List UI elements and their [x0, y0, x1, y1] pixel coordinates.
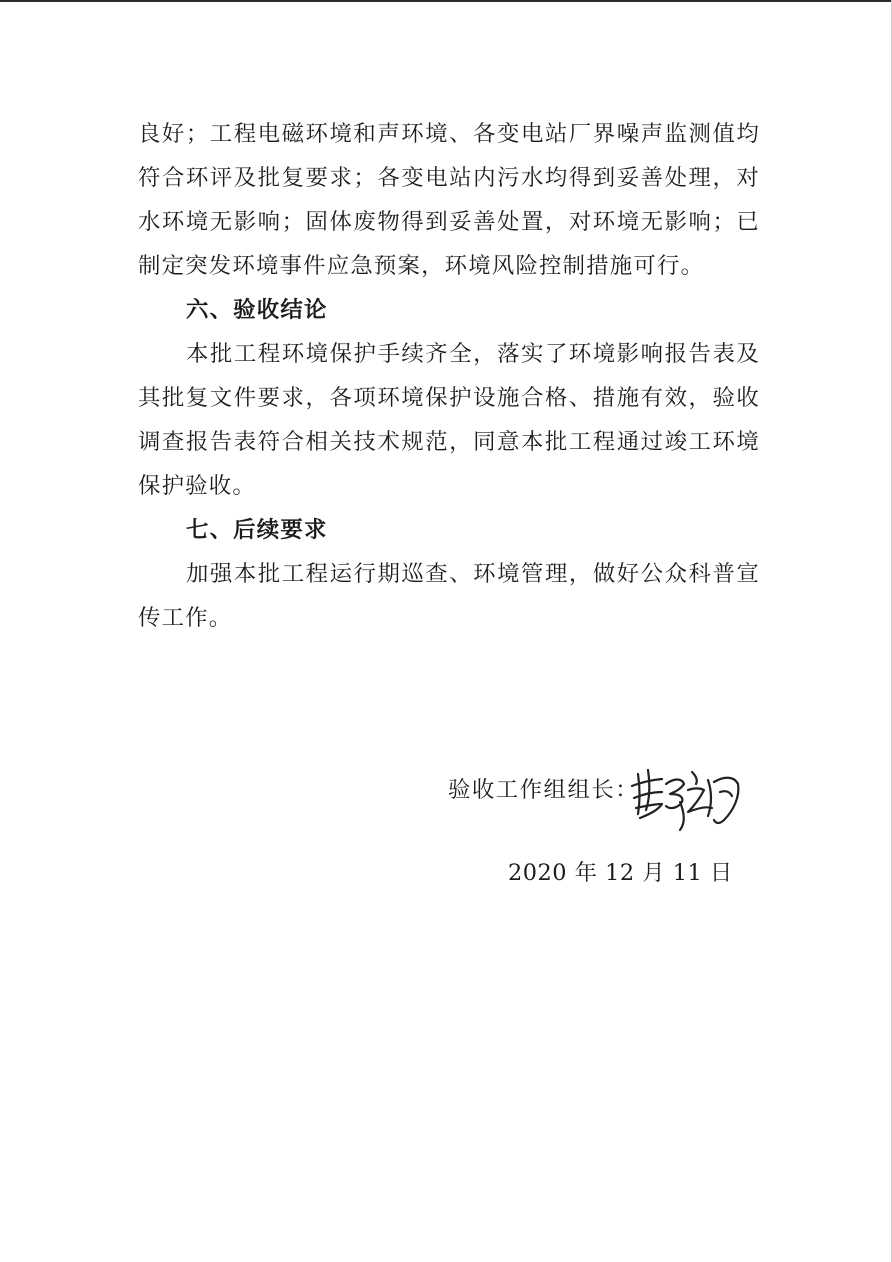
document-body: [138, 112, 760, 640]
signature-label: 验收工作组组长：: [448, 777, 640, 803]
section-6-heading: 六、验收结论: [186, 297, 328, 323]
section-6-body: 本批工程环境保护手续齐全，落实了环境影响报告表及其批复文件要求，各项环境保护设施合格、措施有效，验收调查报告表符合相关技术规范，同意本批工程通过竣工环境保护验收。: [138, 341, 760, 499]
handwritten-signature: [628, 762, 748, 832]
section-7-heading: 七、后续要求: [186, 517, 328, 543]
section-7-body: 加强本批工程运行期巡查、环境管理，做好公众科普宣传工作。: [138, 561, 760, 631]
page-top-border: [0, 0, 892, 2]
paragraph-continued: 良好；工程电磁环境和声环境、各变电站厂界噪声监测值均符合环评及批复要求；各变电站内污水均得到妥善处理，对水环境无影响；固体废物得到妥善处置，对环境无影响；已制定突发环境事件应急预案，环境风险控制措施可行。: [138, 121, 760, 279]
sign-date: 2020 年 12 月 11 日: [508, 860, 733, 886]
